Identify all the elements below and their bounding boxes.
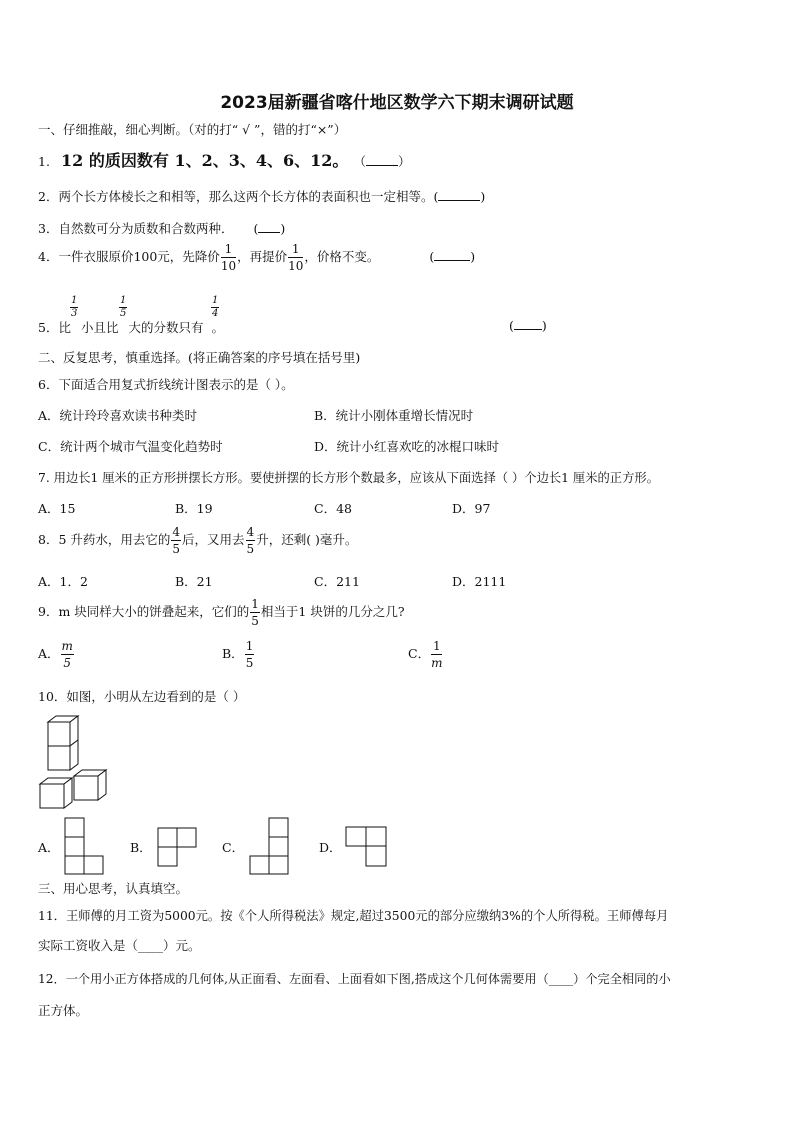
question-2 <box>38 187 485 205</box>
q1-answer-blank[interactable] <box>366 165 398 166</box>
q1-right-paren: ） <box>397 154 411 169</box>
question-3 <box>38 219 285 237</box>
q9-option-b-fraction: $\frac{1}{5}$ <box>245 639 254 670</box>
question-1 <box>38 148 411 171</box>
q5-fraction-3: 1 4 <box>212 295 219 319</box>
q10-option-c-figure[interactable] <box>249 817 289 875</box>
q9-option-a[interactable]: A． $\frac{m}{5}$ <box>38 639 73 670</box>
q10-option-b-figure[interactable] <box>157 827 197 867</box>
section-2-heading: 二、反复思考，慎重选择。(将正确答案的序号填在括号里) <box>38 350 361 365</box>
question-8-text-a: 8．5 升药水，用去它的 <box>38 532 171 547</box>
question-3-text: 3．自然数可分为质数和合数两种． <box>38 221 234 236</box>
q10-option-a-label[interactable]: A． <box>38 840 60 855</box>
q4-right-paren: ) <box>470 249 476 264</box>
q7-option-a[interactable]: A．15 <box>38 501 76 516</box>
section-3-heading: 三、用心思考，认真填空。 <box>38 881 189 896</box>
question-8-stem <box>38 526 357 555</box>
page-title: 2023届新疆省喀什地区数学六下期末调研试题 <box>220 93 574 113</box>
question-4 <box>38 243 475 272</box>
question-9-text-b: 相当于1 块饼的几分之几? <box>260 604 405 619</box>
q3-right-paren: ) <box>280 221 286 236</box>
question-11-line-1: 11．王师傅的月工资为5000元。按《个人所得税法》规定,超过3500元的部分应缴纳3%的个人所得税。王师傅每月 <box>38 909 669 923</box>
question-10-stem: 10．如图，小明从左边看到的是（ ） <box>38 689 246 704</box>
q8-option-a[interactable]: A．1．2 <box>38 574 88 589</box>
q4-fraction-1: $\frac{1}{10}$ <box>220 242 237 273</box>
question-12-line-1: 12．一个用小正方体搭成的几何体,从正面看、左面看、上面看如下图,搭成这个几何体需要用（____）个完全相同的小 <box>38 972 671 986</box>
question-4-text-b: ，再提价 <box>237 249 288 264</box>
q8-fraction-2: $\frac{4}{5}$ <box>246 525 255 556</box>
q9-option-b[interactable]: B． $\frac{1}{5}$ <box>222 639 254 670</box>
q9-option-c[interactable]: C． $\frac{1}{m}$ <box>408 639 443 670</box>
question-8-text-c: 升，还剩( )毫升。 <box>256 532 358 547</box>
q8-option-d[interactable]: D．2111 <box>452 574 507 589</box>
q6-option-b[interactable]: B．统计小刚体重增长情况时 <box>314 408 474 423</box>
q7-option-c[interactable]: C．48 <box>314 501 352 516</box>
q3-answer-blank[interactable] <box>258 232 280 233</box>
question-8-text-b: 后，又用去 <box>182 532 245 547</box>
q2-answer-blank[interactable] <box>438 200 480 201</box>
q4-fraction-2: $\frac{1}{10}$ <box>288 242 304 273</box>
q10-option-a-figure[interactable] <box>64 817 104 875</box>
question-5-text-d: 。 <box>211 320 224 335</box>
q9-fraction: $\frac{1}{5}$ <box>251 597 259 628</box>
q10-option-c-label[interactable]: C． <box>222 840 245 855</box>
question-12-line-2: 正方体。 <box>38 1003 89 1018</box>
q6-option-d[interactable]: D．统计小红喜欢吃的冰棍口味时 <box>314 439 500 454</box>
q4-left-paren: ( <box>429 249 435 264</box>
q10-option-d-figure[interactable] <box>345 826 387 868</box>
question-9-text-a: 9．m 块同样大小的饼叠起来，它们的 <box>38 604 250 619</box>
question-4-text-a: 4．一件衣服原价100元，先降价 <box>38 249 220 264</box>
question-9-stem <box>38 598 405 627</box>
q5-fraction-1: 1 3 <box>71 295 78 319</box>
question-1-number: 1. <box>38 154 50 169</box>
question-5-text-b: 小且比 <box>80 320 119 335</box>
q9-option-c-fraction: $\frac{1}{m}$ <box>431 639 443 670</box>
question-5-text-a: 5．比 <box>38 320 71 335</box>
q7-option-d[interactable]: D．97 <box>452 501 491 516</box>
question-4-text-c: ，价格不变。 <box>304 249 380 264</box>
q10-cube-stack-figure <box>38 714 110 810</box>
q10-option-d-label[interactable]: D． <box>319 840 342 855</box>
q2-right-paren: ) <box>480 189 486 204</box>
question-6-stem: 6．下面适合用复式折线统计图表示的是（ ）。 <box>38 377 294 392</box>
q8-option-c[interactable]: C．211 <box>314 574 360 589</box>
q5-fraction-2: 1 5 <box>120 295 127 319</box>
question-1-text: 12 的质因数有 1、2、3、4、6、12。 <box>61 151 349 170</box>
q8-option-b[interactable]: B．21 <box>175 574 213 589</box>
q4-answer-blank[interactable] <box>434 260 470 261</box>
question-5-text-c: 大的分数只有 <box>128 320 204 335</box>
q5-answer-blank[interactable] <box>514 329 542 330</box>
question-5 <box>38 318 224 336</box>
question-7-stem: 7. 用边长1 厘米的正方形拼摆长方形。要使拼摆的长方形个数最多，应该从下面选择（ ）个边长1 厘米的正方形。 <box>38 471 659 485</box>
q5-answer-parens: ( ) <box>509 318 547 333</box>
q10-option-b-label[interactable]: B． <box>130 840 152 855</box>
q3-left-paren: ( <box>253 221 259 236</box>
q7-option-b[interactable]: B．19 <box>175 501 213 516</box>
q8-fraction-1: $\frac{4}{5}$ <box>172 525 181 556</box>
q6-option-c[interactable]: C．统计两个城市气温变化趋势时 <box>38 439 223 454</box>
q1-left-paren: （ <box>353 154 366 169</box>
q9-option-a-fraction: $\frac{m}{5}$ <box>61 639 73 670</box>
question-2-text: 2．两个长方体棱长之和相等，那么这两个长方体的表面积也一定相等。( <box>38 189 439 204</box>
question-11-line-2: 实际工资收入是（____）元。 <box>38 938 201 953</box>
q6-option-a[interactable]: A．统计玲玲喜欢读书种类时 <box>38 408 198 423</box>
section-1-heading: 一、仔细推敲，细心判断。（对的打“ √ ”，错的打“×”） <box>38 122 347 137</box>
